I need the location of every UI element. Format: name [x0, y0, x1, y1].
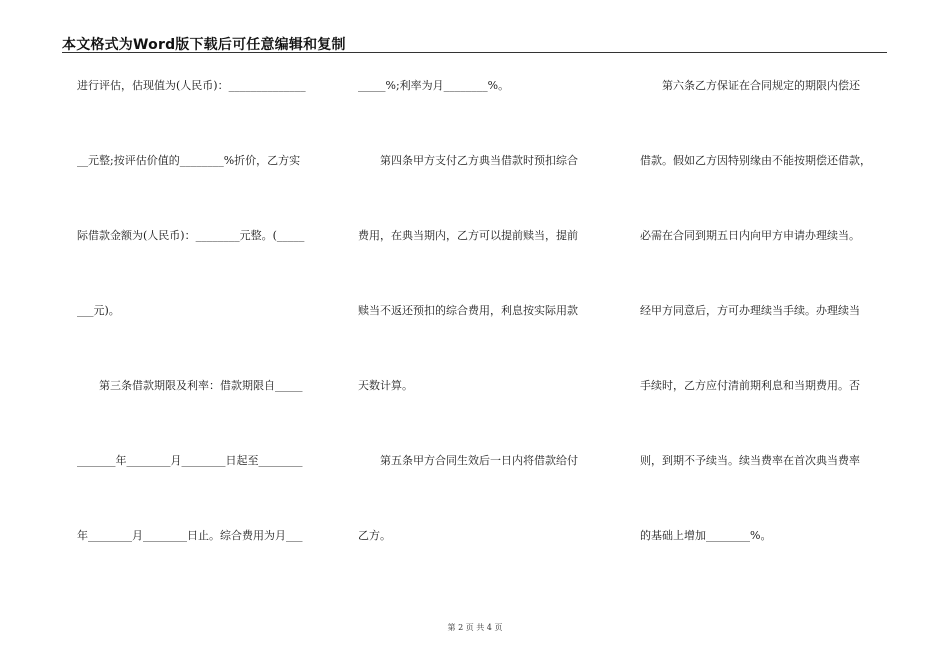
- column-2-line: 费用，在典当期内，乙方可以提前赎当，提前: [358, 229, 578, 242]
- column-3-line: 必需在合同到期五日内向甲方申请办理续当。: [640, 229, 860, 242]
- column-1-line: 第三条借款期限及利率：借款期限自_____: [77, 379, 303, 392]
- column-1-line: 年________月________日止。综合费用为月___: [77, 529, 303, 542]
- column-3-line: 手续时，乙方应付清前期利息和当期费用。否: [640, 379, 860, 392]
- column-1-line: __元整;按评估价值的________%折价，乙方实: [77, 154, 301, 167]
- column-2-line: 赎当不返还预扣的综合费用，利息按实际用款: [358, 304, 578, 317]
- column-1-line: ___元)。: [77, 304, 120, 317]
- column-3-line: 经甲方同意后，方可办理续当手续。办理续当: [640, 304, 860, 317]
- column-2-line: _____%;利率为月________%。: [358, 79, 510, 92]
- column-3-line: 第六条乙方保证在合同规定的期限内偿还: [640, 79, 860, 92]
- column-1-line: _______年________月________日起至________: [77, 454, 303, 467]
- column-1-line: 际借款金额为(人民币)：________元整。(_____: [77, 229, 305, 242]
- column-3-line: 则，到期不予续当。续当费率在首次典当费率: [640, 454, 860, 467]
- page-header-title: 本文格式为Word版下载后可任意编辑和复制: [62, 37, 346, 53]
- column-3-line: 的基础上增加________%。: [640, 529, 772, 542]
- column-2-line: 第五条甲方合同生效后一日内将借款给付: [358, 454, 578, 467]
- column-1-line: 进行评估，估现值为(人民币)：______________: [77, 79, 306, 92]
- column-3-line: 借款。假如乙方因特别缘由不能按期偿还借款，: [640, 154, 871, 167]
- page-number-footer: 第 2 页 共 4 页: [447, 623, 503, 632]
- column-2-line: 第四条甲方支付乙方典当借款时预扣综合: [358, 154, 578, 167]
- header-divider: [62, 52, 887, 53]
- column-2-line: 天数计算。: [358, 379, 413, 392]
- column-2-line: 乙方。: [358, 529, 391, 542]
